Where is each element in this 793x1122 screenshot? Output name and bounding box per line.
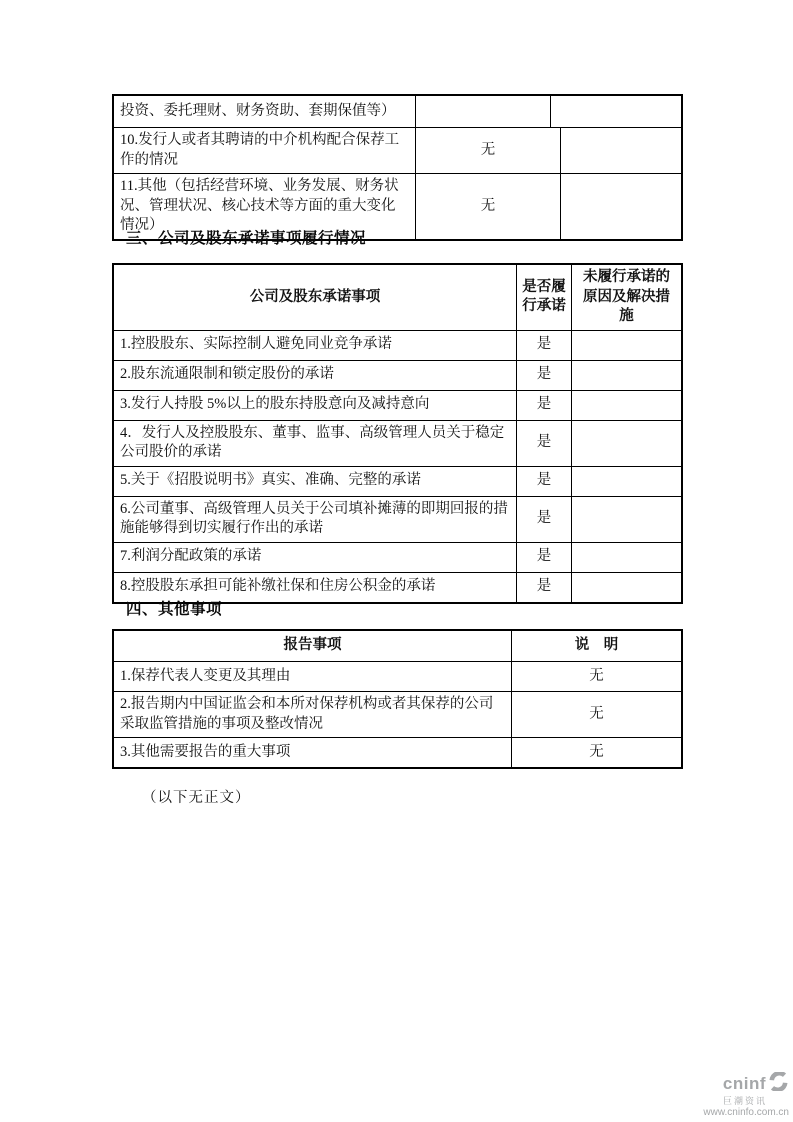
header-item-cell: 公司及股东承诺事项 (249, 288, 381, 305)
item-cell: 投资、委托理财、财务资助、套期保值等） (120, 102, 396, 119)
cninfo-logo-top (703, 1072, 789, 1096)
table-row (114, 542, 681, 572)
closing-note: （以下无正文） (142, 790, 251, 806)
reason-cell (571, 497, 681, 542)
fulfilled-cell: 是 (516, 467, 571, 496)
commitment-item-cell: 3.发行人持股 5%以上的股东持股意向及减持意向 (120, 396, 430, 413)
table-header-row (114, 631, 681, 661)
note-cell (560, 174, 681, 239)
cninfo-swirl-icon (768, 1072, 789, 1096)
note-cell: 无 (511, 692, 681, 737)
cninfo-brand-text: cninf (722, 1073, 766, 1093)
header-fulfilled-cell: 是否履行承诺 (516, 265, 571, 330)
table-row (114, 96, 681, 127)
value-cell: 无 (415, 128, 560, 173)
reason-cell (571, 391, 681, 420)
table-row (114, 661, 681, 691)
fulfilled-cell: 是 (516, 543, 571, 572)
table-header-row (114, 265, 681, 330)
report-item-cell: 3.其他需要报告的重大事项 (120, 743, 291, 760)
item-cell: 11.其他（包括经营环境、业务发展、财务状况、管理状况、核心技术等方面的重大变化情况） (120, 178, 399, 233)
commitment-item-cell: 6.公司董事、高级管理人员关于公司填补摊薄的即期回报的措施能够得到切实履行作出的承诺 (120, 500, 508, 536)
reason-cell (571, 573, 681, 602)
commitment-item-cell: 1.控股股东、实际控制人避免同业竞争承诺 (120, 336, 392, 353)
reason-cell (571, 467, 681, 496)
header-note-cell: 说 明 (511, 631, 681, 661)
table-row (114, 330, 681, 360)
reason-cell (571, 361, 681, 390)
table-row (114, 360, 681, 390)
note-cell (550, 96, 681, 127)
section-heading-four: 四、其他事项 (126, 601, 223, 618)
commitment-item-cell: 5.关于《招股说明书》真实、准确、完整的承诺 (120, 472, 421, 489)
report-item-cell: 1.保荐代表人变更及其理由 (120, 667, 291, 684)
value-cell (415, 96, 550, 127)
fulfilled-cell: 是 (516, 573, 571, 602)
fulfilled-cell: 是 (516, 497, 571, 542)
commitment-item-cell: 7.利润分配政策的承诺 (120, 548, 262, 565)
note-cell: 无 (511, 738, 681, 767)
table-row (114, 737, 681, 767)
table-row (114, 127, 681, 173)
cninfo-brand-chinese: 巨潮资讯 (722, 1095, 767, 1106)
table-row (114, 466, 681, 496)
report-item-cell: 2.报告期内中国证监会和本所对保荐机构或者其保荐的公司采取监管措施的事项及整改情况 (120, 696, 494, 732)
table-row (114, 390, 681, 420)
reason-cell (571, 543, 681, 572)
commitment-item-cell: 2.股东流通限制和锁定股份的承诺 (120, 366, 334, 383)
fulfilled-cell: 是 (516, 361, 571, 390)
header-report-item-cell: 报告事项 (283, 637, 342, 654)
note-cell (560, 128, 681, 173)
note-cell: 无 (511, 662, 681, 691)
supervision-items-table (112, 94, 683, 241)
table-row (114, 496, 681, 542)
commitments-table (112, 263, 683, 604)
commitment-item-cell: 4．发行人及控股股东、董事、监事、高级管理人员关于稳定公司股价的承诺 (120, 424, 505, 460)
table-row (114, 420, 681, 466)
item-cell: 10.发行人或者其聘请的中介机构配合保荐工作的情况 (120, 132, 400, 168)
reason-cell (571, 331, 681, 360)
fulfilled-cell: 是 (516, 421, 571, 466)
table-row (114, 691, 681, 737)
other-matters-table (112, 629, 683, 769)
section-heading-three: 三、公司及股东承诺事项履行情况 (126, 230, 367, 247)
fulfilled-cell: 是 (516, 391, 571, 420)
cninfo-logo (703, 1072, 789, 1119)
fulfilled-cell: 是 (516, 331, 571, 360)
cninfo-url: www.cninfo.com.cn (703, 1107, 789, 1119)
reason-cell (571, 421, 681, 466)
commitment-item-cell: 8.控股股东承担可能补缴社保和住房公积金的承诺 (120, 578, 436, 595)
header-reason-cell: 未履行承诺的原因及解决措施 (571, 265, 681, 330)
value-cell: 无 (415, 174, 560, 239)
